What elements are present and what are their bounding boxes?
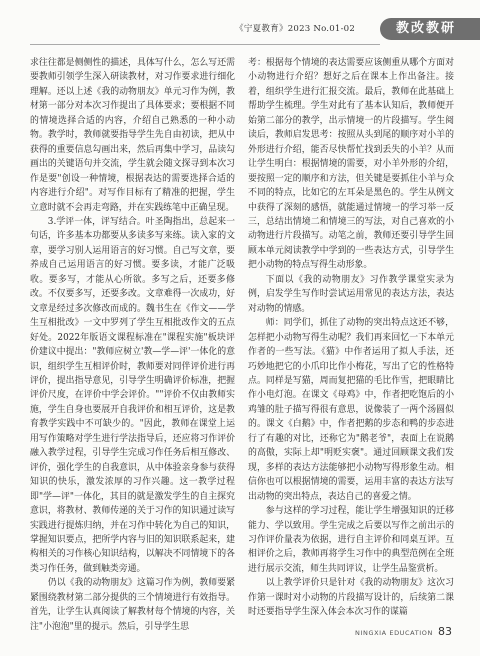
paragraph: 3.学评一体，评写结合。叶圣陶指出，总起来一句话，许多基本功都要从多读多写来练。读入家的文章，要学习别人运用语言的好习惯。自己写文章，要养成自己运用语言的好习惯。要多读，才能广泛吸收。要多写，才能从心所欲。多写之后，还要多修改。不仅要多写，还要多改。文章难得一次成功，好文章是经过多次修改而成的。魏书生在《作文——学生互相批改》一文中罗列了学生互相批改作文的五点好处。2022年版语文课程标准在"课程实施"板块评价建议中提出："教师应树立'教—学—评'一体化的意识，组织学生互相评价时，教师要对同伴评价进行再评价，提出指导意见，引导学生明确评价标准，把握评价尺度，在评价中学会评价。""评价不仅由教师实施，学生自身也要展开自我评价和相互评价，这是教育教学实践中不可缺少的。"因此，教师在课堂上运用写作策略对学生进行学法指导后，还应将习作评价融入教学过程，引导学生完成习作任务后相互修改、评价，强化学生的自我意识，从中体验亲身参与获得知识的快乐，激发浓厚的习作兴趣。这一教学过程即"学—评"一体化，其目的就是激发学生的自主探究意识，将教材、教师传递的关于习作的知识通过读写实践进行提炼归纳，并在习作中转化为自己的知识，掌握知识要点，把所学内容与旧的知识联系起来，建构相关的习作核心知识结构，以解决不同情境下的各类习作任务，做到触类旁通。 [30,216,235,574]
column-section-tag: 教改教研 [380,18,480,40]
paragraph: 下面以《我的动物朋友》习作教学课堂实录为例，启发学生写作时尝试运用常见的表达方法，表达对动物的情感。 [248,274,454,314]
paragraph: 参与这样的学习过程，能让学生增强知识的迁移能力、学以致用。学生完成之后要以写作之前出示的习作评价量表为依据，进行自主评价和同桌互评。互相评价之后，教师再将学生习作中的典型范例在全班进行展示交流，师生共同评议，让学生品鉴赏析。 [248,506,454,574]
journal-issue-info: 《宁夏教育》2023 No.01-02 [235,24,356,34]
paragraph: 仍以《我的动物朋友》这篇习作为例，教师要紧紧围绕教材第二部分提供的三个情境进行有效指导。首先，让学生认真阅读了解教材每个情境的内容，关注"小泡泡"里的提示。然后，引导学生思 [30,578,235,632]
paragraph: 求往往都是侧侧性的描述，具体写什么，怎么写还需要教师引领学生深入研读教材，对习作要求进行细化理解。还以上述《我的动物朋友》单元习作为例，教材第一部分对本次习作提出了具体要求；要根据不同的情境选择合适的内容，介绍自己熟悉的一种小动物。教学时，教师就要指导学生先自由初读，把从中获得的重要信息勾画出来，然后再集中学习，品读勾画出的关键语句并交流，学生就会随文探寻到本次习作是要"创设一种情境，根据表达的需要选择合适的内容进行介绍"。对写作目标有了精准的把握，学生立意时就不会再走弯路，并在实践练笔中正确呈现。 [30,58,235,213]
page-number: 83 [438,625,452,638]
right-text-column [248,56,454,620]
paragraph: 师：同学们，抓住了动物的突出特点这还不够，怎样把小动物写得生动呢？我们再来回忆一下本单元作者的一些写法。《猫》中作者运用了拟人手法，还巧妙地把它的小爪印比作小梅花，写出了它的性格特点。同样是写猫，周而复把猫的毛比作雪，把眼睛比作小电灯泡。在课文《母鸡》中，作者把吃饱后的小鸡雏的肚子描写得很有意思，说像装了一两个汤圆似的。课文《白鹅》中，作者把鹅的步态和鸭的步态进行了有趣的对比，还称它为"鹅老爷"，表面上在说鹅的高傲，实际上却"明贬实褒"。通过回顾课文我们发现，多样的表达方法能够把小动物写得形象生动。相信你也可以根据情境的需要，运用丰富的表达方法写出动物的突出特点，表达自己的喜爱之情。 [248,318,454,502]
footer-journal-name: NINGXIA EDUCATION [355,629,433,637]
paragraph: 考：根据每个情境的表达需要应该侧重从哪个方面对小动物进行介绍？想好之后在课本上作出备注。接着，组织学生进行汇报交流。最后，教师在此基础上帮助学生梳理。学生对此有了基本认知后，教师便开始第二部分的教学，出示情境一的片段描写。学生阅读后，教师启发思考：按照从头到尾的顺序对小羊的外形进行介绍，能否尽快帮忙找到丢失的小羊？从而让学生明白：根据情境的需要，对小羊外形的介绍，要按照一定的顺序和方法，但关键是要抓住小羊与众不同的特点，比如它的左耳朵是黑色的。学生从例文中获得了深刻的感悟，就能通过情境一的学习举一反三，总结出情境二和情境三的写法，对自己喜欢的小动物进行片段描写。动笔之前，教师还要引导学生回顾本单元阅读教学中学到的一些表达方式，引导学生把小动物的特点写得生动形象。 [248,58,454,271]
left-text-column [30,56,235,634]
paragraph: 以上教学评价只是针对《我的动物朋友》这次习作第一课时对小动物的片段描写设计的，后续第二课时还要指导学生深入体会本次习作的谋篇 [248,578,454,618]
header-rule [30,44,380,45]
page-header [0,18,480,48]
page-footer [0,626,480,646]
